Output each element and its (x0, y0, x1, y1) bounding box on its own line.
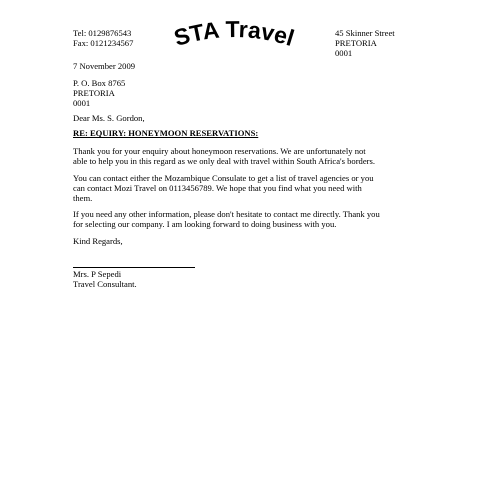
salutation: Dear Ms. S. Gordon, (73, 113, 145, 123)
sender-street: 45 Skinner Street (335, 28, 395, 38)
paragraph-line: If you need any other information, please don't hesitate to contact me directly. Thank you (73, 209, 380, 219)
paragraph-3 (73, 209, 433, 229)
sender-tel: Tel: 0129876543 (73, 28, 132, 38)
paragraph-line: able to help you in this regard as we only deal with travel within South Africa's borders. (73, 156, 376, 166)
sender-postcode: 0001 (335, 48, 353, 58)
signatory-title: Travel Consultant. (73, 279, 137, 289)
paragraph-line: them. (73, 193, 93, 203)
signatory-name: Mrs. P Sepedi (73, 269, 122, 279)
letter-date: 7 November 2009 (73, 61, 136, 71)
recipient-po-box: P. O. Box 8765 (73, 78, 126, 88)
letter-subject: RE: EQUIRY: HONEYMOON RESERVATIONS: (73, 128, 259, 138)
logo-text (171, 16, 297, 51)
recipient-postcode: 0001 (73, 98, 91, 108)
paragraph-line: Thank you for your enquiry about honeymoon reservations. We are unfortunately not (73, 146, 366, 156)
paragraph-line: You can contact either the Mozambique Consulate to get a list of travel agencies or you (73, 173, 374, 183)
sender-city: PRETORIA (335, 38, 377, 48)
sta-travel-logo (138, 15, 330, 72)
signature-line (73, 267, 195, 268)
logo-text-path: STA Travel (171, 15, 298, 52)
recipient-city: PRETORIA (73, 88, 115, 98)
paragraph-2 (73, 173, 433, 203)
sender-fax: Fax: 0121234567 (73, 38, 134, 48)
paragraph-1 (73, 146, 433, 166)
paragraph-line: can contact Mozi Travel on 0113456789. We hope that you find what you need with (73, 183, 362, 193)
closing: Kind Regards, (73, 236, 123, 246)
paragraph-line: for selecting our company. I am looking forward to doing business with you. (73, 219, 337, 229)
